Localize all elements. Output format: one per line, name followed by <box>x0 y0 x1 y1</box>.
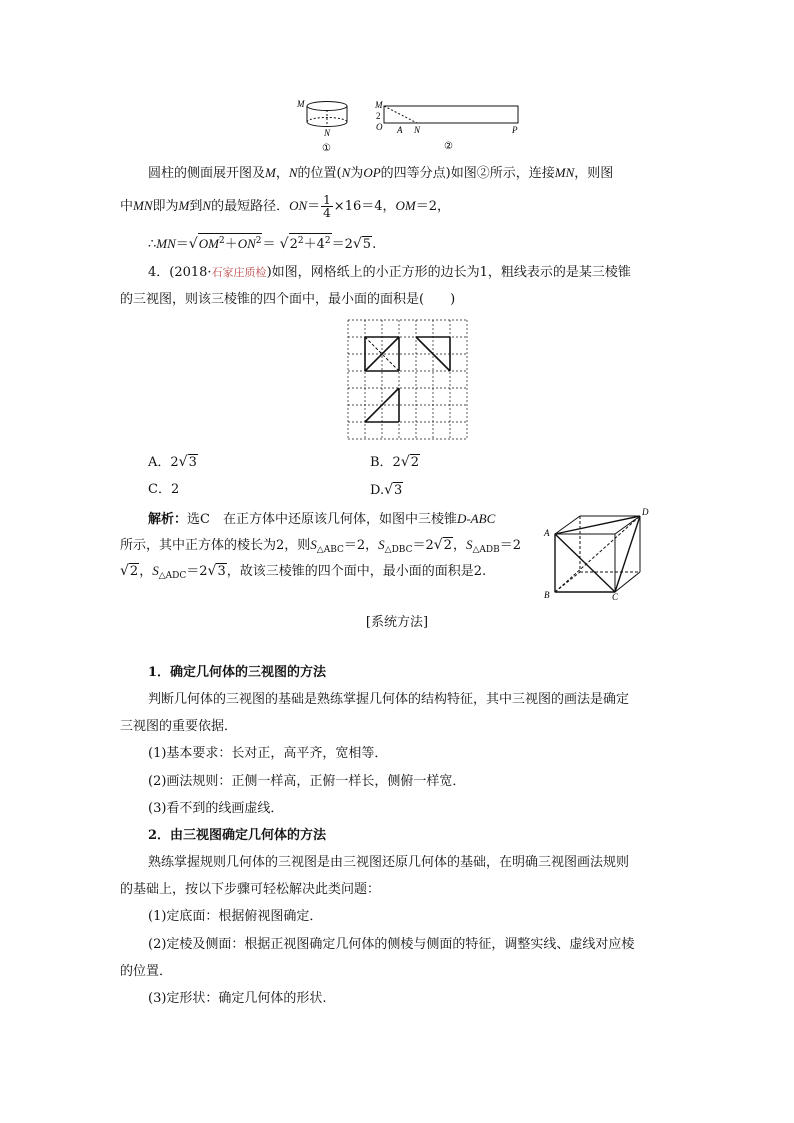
label-two: 2 <box>376 111 381 121</box>
analysis-line2: 所示，其中正方体的棱长为2，则$S_{\triangle ABC}=2$，$S_{\triangle DBC}=2√2$，$S_{\triangle ADB}=2$ <box>120 537 522 555</box>
figure-label-2: ② <box>444 141 453 152</box>
q4-line1: 4．(2018·石家庄质检)如图，网格纸上的小正方形的边长为1，粗线表示的是某三棱锥 <box>148 265 631 280</box>
method2-para-b: 的基础上，按以下步骤可轻松解决此类问题： <box>120 882 381 897</box>
method-heading-2: 2．由三视图确定几何体的方法 <box>148 828 327 843</box>
method2-item-2: (2)定棱及侧面：根据正视图确定几何体的侧棱与侧面的特征，调整实线、虚线对应棱 <box>148 937 635 952</box>
cube-label-b: B <box>544 590 550 600</box>
method2-para-a: 熟练掌握规则几何体的三视图是由三视图还原几何体的基础，在明确三视图画法规则 <box>148 855 630 870</box>
cube-label-d: D <box>642 507 649 517</box>
option-b[interactable]: B．2√2 <box>370 454 420 470</box>
label-n2: N <box>414 125 421 135</box>
label-n: N <box>324 128 331 138</box>
method1-item-3: (3)看不到的线画虚线． <box>148 801 284 816</box>
method2-item-1: (1)定底面：根据俯视图确定． <box>148 909 323 924</box>
fraction-one-quarter: $\frac{1}{4}$ <box>323 193 331 220</box>
option-c[interactable]: C．2 <box>148 482 180 497</box>
label-m2: M <box>375 100 383 110</box>
section-title: [系统方法] <box>365 615 429 630</box>
label-o: O <box>376 122 383 132</box>
figure-label-1: ① <box>322 143 331 154</box>
method1-item-2: (2)画法规则：正侧一样高，正俯一样长，侧俯一样宽． <box>148 774 466 789</box>
method2-item-3: (3)定形状：确定几何体的形状. <box>148 991 327 1006</box>
analysis-line3: √2，$S_{\triangle ADC}=2√3$，故该三棱锥的四个面中，最小面的面积是2. <box>120 563 487 581</box>
label-m: M <box>297 99 305 109</box>
analysis-line1: 解析：选C 在正方体中还原该几何体，如图中三棱锥D-ABC <box>148 511 496 527</box>
q4-line2: 的三视图，则该三棱锥的四个面中，最小面的面积是( ) <box>120 292 456 307</box>
option-a[interactable]: A．2√3 <box>148 454 197 470</box>
option-d[interactable]: D.√3 <box>370 482 403 498</box>
label-a: A <box>397 125 403 135</box>
cube-label-a: A <box>544 528 550 538</box>
cube-figure <box>540 504 656 600</box>
three-view-grid <box>346 318 476 442</box>
method1-para-a: 判断几何体的三视图的基础是熟练掌握几何体的结构特征，其中三视图的画法是确定 <box>148 692 630 707</box>
cylinder-figure <box>292 96 532 154</box>
label-p: P <box>512 125 518 135</box>
sol3-line2: 中MN即为M到N的最短路径．ON＝ $\frac{1}{4}$ ×16＝4，OM＝2， <box>120 193 451 220</box>
source-stamp: 石家庄质检 <box>211 266 267 279</box>
sol3-line1: 圆柱的侧面展开图及M，N的位置(N为OP的四等分点)如图②所示，连接MN，则图 <box>148 165 614 181</box>
sol3-line3: $\therefore MN=√OM^2+ON^2= √2^2+4^2=2√5$. <box>148 233 376 255</box>
method1-para-b: 三视图的重要依据． <box>120 719 238 734</box>
cube-label-c: C <box>612 592 619 600</box>
method-heading-1: 1．确定几何体的三视图的方法 <box>148 665 327 680</box>
method1-item-1: (1)基本要求：长对正，高平齐，宽相等． <box>148 746 388 761</box>
method2-item-2-cont: 的位置． <box>120 964 173 979</box>
